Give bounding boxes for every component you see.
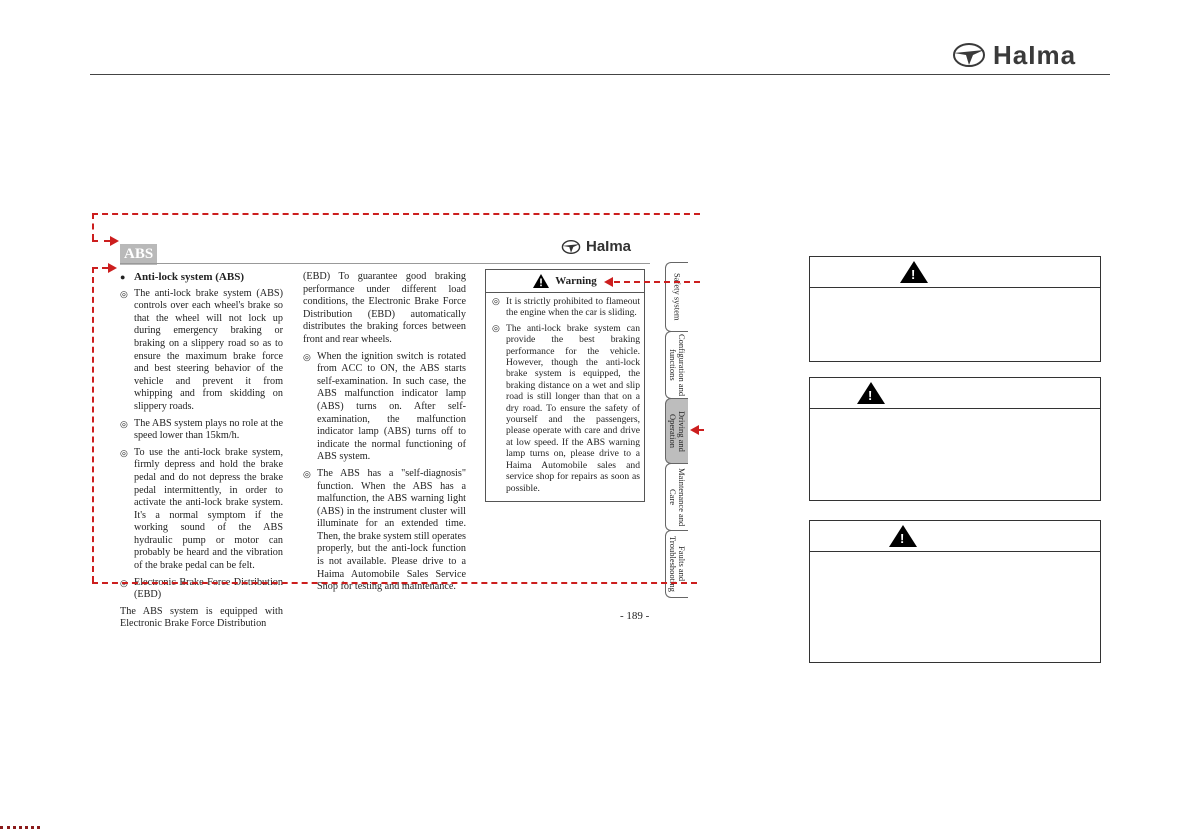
warning-triangle-icon xyxy=(533,274,549,288)
tab-faults-and-troubleshooting[interactable] xyxy=(665,530,688,598)
page-divider xyxy=(120,263,650,264)
tab-maintenance-and-care[interactable] xyxy=(665,463,688,531)
callout-panel-warning xyxy=(809,256,1101,362)
tab-label: Configuration and functions xyxy=(668,333,687,397)
warning-triangle-icon xyxy=(857,382,885,404)
paragraph: ◎ The ABS has a "self-diagnosis" function. When the ABS has a malfunction, the ABS warning light (ABS) in the instrument cluster will illuminate for an extended time. Then, the brake system still operates properly, but the anti-lock function is not available. Please drive to a Haima Automobile Sales Service Shop for testing and maintenance. xyxy=(303,468,466,594)
arrow-right-icon xyxy=(110,236,119,246)
annotation-guide-body-left xyxy=(92,267,94,582)
warning-triangle-icon xyxy=(889,525,917,547)
paragraph-lead: (EBD) To guarantee good braking performance under different load conditions, the Electronic Brake Force Distribution (EBD) automatically distributes the braking forces between front and rear wheels. xyxy=(303,271,466,345)
tab-configuration-and-functions[interactable] xyxy=(665,331,688,399)
tab-label: Faults and Troubleshooting xyxy=(668,536,687,592)
callout-panel-header xyxy=(810,257,1100,288)
tab-label: Driving and Operation xyxy=(668,410,687,452)
callout-panel-header xyxy=(810,521,1100,552)
tab-driving-and-operation[interactable] xyxy=(665,398,688,464)
page-logo xyxy=(560,238,631,255)
haima-emblem-icon xyxy=(951,41,987,69)
arrow-right-icon xyxy=(108,263,117,273)
annotation-guide-warning xyxy=(614,281,700,283)
text-column-left xyxy=(120,271,283,635)
tab-label: Safety system xyxy=(672,273,683,321)
paragraph: ◎ To use the anti-lock brake system, firmly depress and hold the brake pedal and do not depress the brake pedal intermittently, in order to activate the anti-lock brake system. It's a normal symptom if the working sound of the ABS hydraulic pump or motor can probably be heard and the vibration of the brake pedal can be felt. xyxy=(120,447,283,573)
corner-mark xyxy=(0,826,40,832)
annotation-guide-heading xyxy=(92,240,110,242)
warning-item: ◎ The anti-lock brake system can provide the best braking performance for the vehicle. However, though the anti-lock brake system is equipped, the braking distance on a wet and slip road is still longer than that on a dry road. To ensure the safety of yourself and the passengers, please operate with care and drive at low speed. If the ABS warning lamp turns on, please drive to a Haima Automobile sales and service shop for repairs as soon as possible. xyxy=(492,323,640,494)
warning-body xyxy=(492,296,640,498)
text-column-middle xyxy=(303,271,466,598)
paragraph: ◎ The anti-lock brake system (ABS) controls over each wheel's brake so that the wheel will not lock up during emergency braking or braking on a slippery road so as to ensure the maximum brake force and best steering behavior of the vehicle and prevent it from whipping and from skidding on slippery roads. xyxy=(120,288,283,414)
callout-panel-notice xyxy=(809,520,1101,663)
page-number: - 189 - xyxy=(620,610,650,622)
tab-label: Maintenance and Care xyxy=(668,467,687,527)
annotation-guide-top xyxy=(92,213,700,215)
paragraph: ◎ Electronic Brake Force Distribution (EBD) xyxy=(120,577,283,602)
annotation-guide-left xyxy=(92,213,94,240)
header-brand-text: HaIma xyxy=(993,39,1077,70)
paragraph: ◎ The ABS system plays no role at the speed lower than 15km/h. xyxy=(120,418,283,443)
warning-item: ◎ It is strictly prohibited to flameout the engine when the car is sliding. xyxy=(492,296,640,319)
tab-safety-system[interactable] xyxy=(665,262,688,332)
callout-panel-header xyxy=(810,378,1100,409)
haima-header-logo xyxy=(951,40,1111,70)
paragraph: ◎ When the ignition switch is rotated from ACC to ON, the ABS starts self-examination. In such case, the ABS malfunction indicator lamp (ABS) turns on. After self-examination, the malfunction indicator lamp (ABS) turns off to indicate the normal functioning of ABS system. xyxy=(303,351,466,464)
paragraph-tail: The ABS system is equipped with Electronic Brake Force Distribution xyxy=(120,605,283,630)
haima-emblem-icon xyxy=(560,239,582,255)
annotation-guide-body xyxy=(92,267,108,269)
callout-panel-caution xyxy=(809,377,1101,501)
section-heading: ABS xyxy=(120,244,157,265)
page-brand-text: HaIma xyxy=(586,238,632,255)
arrow-left-icon xyxy=(690,425,699,435)
arrow-left-icon xyxy=(604,277,613,287)
warning-title: Warning xyxy=(555,275,597,287)
header-divider xyxy=(90,74,1110,75)
warning-box xyxy=(485,269,645,502)
warning-triangle-icon xyxy=(900,261,928,283)
annotation-guide-bottom xyxy=(92,582,697,584)
column-title: ● Anti-lock system (ABS) xyxy=(120,271,283,284)
